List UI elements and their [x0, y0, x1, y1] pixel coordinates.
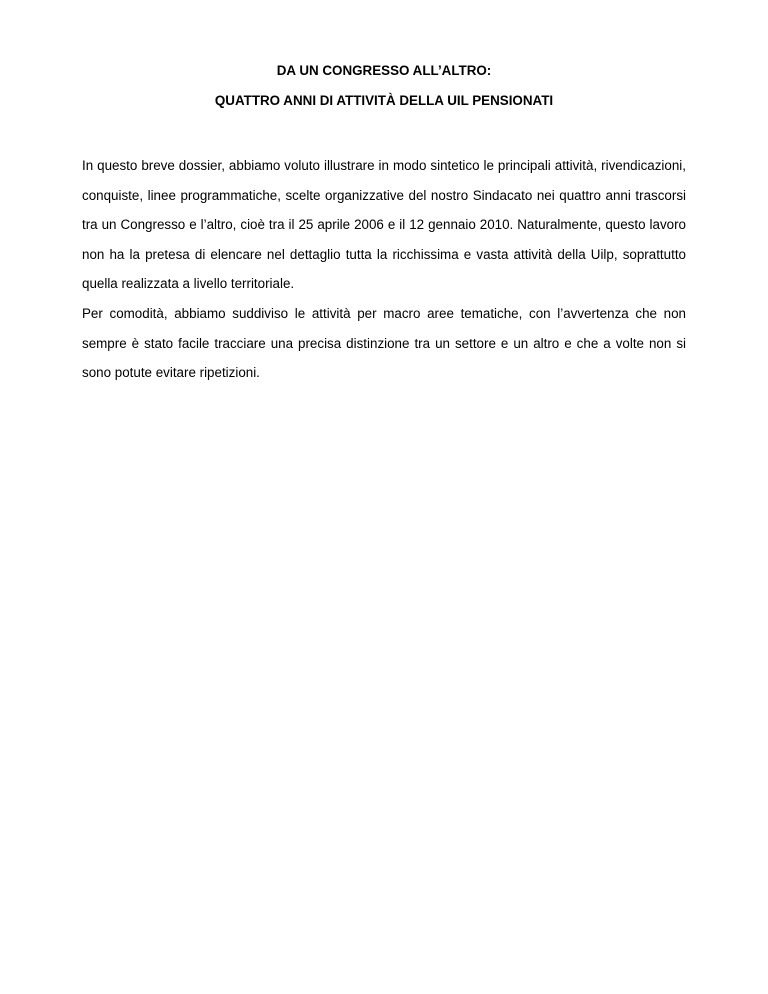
title-line-1: DA UN CONGRESSO ALL’ALTRO:	[276, 63, 492, 78]
paragraph-note: Per comodità, abbiamo suddiviso le attività per macro aree tematiche, con l’avvertenza che non sempre è stato facile tracciare una precisa distinzione tra un settore e un altro e che a volte non si sono potute evitare ripetizioni.	[82, 305, 686, 381]
document-body	[82, 151, 686, 388]
paragraph-intro: In questo breve dossier, abbiamo voluto illustrare in modo sintetico le principali attività, rivendicazioni, conquiste, linee programmatiche, scelte organizzative del nostro Sindacato nei quattro anni trascorsi tra un Congresso e l’altro, cioè tra il 25 aprile 2006 e il 12 gennaio 2010. Naturalmente, questo lavoro non ha la pretesa di elencare nel dettaglio tutta la ricchissima e vasta attività della Uilp, soprattutto quella realizzata a livello territoriale.	[82, 158, 686, 292]
document-title	[0, 56, 768, 116]
title-line-2: QUATTRO ANNI DI ATTIVITÀ DELLA UIL PENSIONATI	[214, 93, 554, 108]
